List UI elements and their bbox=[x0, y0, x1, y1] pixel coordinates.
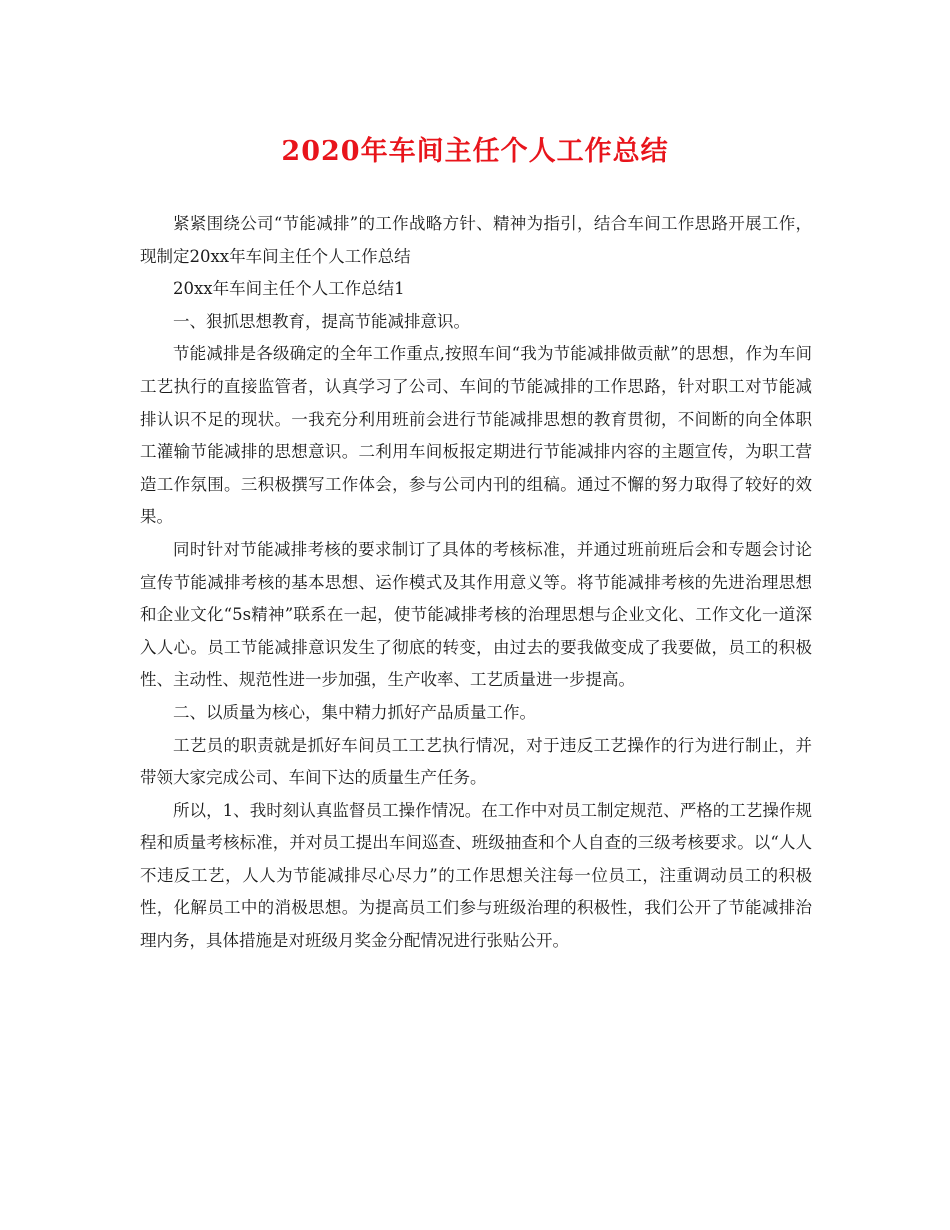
section-heading-1: 一、狠抓思想教育，提高节能减排意识。 bbox=[173, 311, 470, 331]
paragraph: 节能减排是各级确定的全年工作重点,按照车间“我为节能减排做贡献”的思想，作为车间工艺执行的直接监管者，认真学习了公司、车间的节能减排的工作思路，针对职工对节能减排认识不足的现状。一我充分利用班前会进行节能减排思想的教育贯彻，不间断的向全体职工灌输节能减排的思想意识。二利用车间板报定期进行节能减排内容的主题宣传，为职工营造工作氛围。三积极撰写工作体会，参与公司内刊的组稿。通过不懈的努力取得了较好的效果。 bbox=[140, 344, 812, 527]
document-title: 2020年车间主任个人工作总结 bbox=[281, 136, 669, 167]
paragraph-intro: 紧紧围绕公司“节能减排”的工作战略方针、精神为指引，结合车间工作思路开展工作，现制定20xx年车间主任个人工作总结 bbox=[140, 214, 812, 266]
paragraph: 同时针对节能减排考核的要求制订了具体的考核标准，并通过班前班后会和专题会讨论宣传节能减排考核的基本思想、运作模式及其作用意义等。将节能减排考核的先进治理思想和企业文化“5s精神”联系在一起，使节能减排考核的治理思想与企业文化、工作文化一道深入人心。员工节能减排意识发生了彻底的转变，由过去的要我做变成了我要做，员工的积极性、主动性、规范性进一步加强，生产收率、工艺质量进一步提高。 bbox=[140, 539, 812, 690]
paragraph: 所以，1、我时刻认真监督员工操作情况。在工作中对员工制定规范、严格的工艺操作规程和质量考核标准，并对员工提出车间巡查、班级抽查和个人自查的三级考核要求。以“人人不违反工艺，人人为节能减排尽心尽力”的工作思想关注每一位员工，注重调动员工的积极性，化解员工中的消极思想。为提高员工们参与班级治理的积极性，我们公开了节能减排治理内务，具体措施是对班级月奖金分配情况进行张贴公开。 bbox=[140, 800, 812, 951]
paragraph: 工艺员的职责就是抓好车间员工工艺执行情况，对于违反工艺操作的行为进行制止，并带领大家完成公司、车间下达的质量生产任务。 bbox=[140, 735, 812, 788]
section-heading-2: 二、以质量为核心，集中精力抓好产品质量工作。 bbox=[173, 702, 536, 722]
document-body bbox=[140, 208, 812, 958]
paragraph-subtitle: 20xx年车间主任个人工作总结1 bbox=[173, 279, 405, 299]
